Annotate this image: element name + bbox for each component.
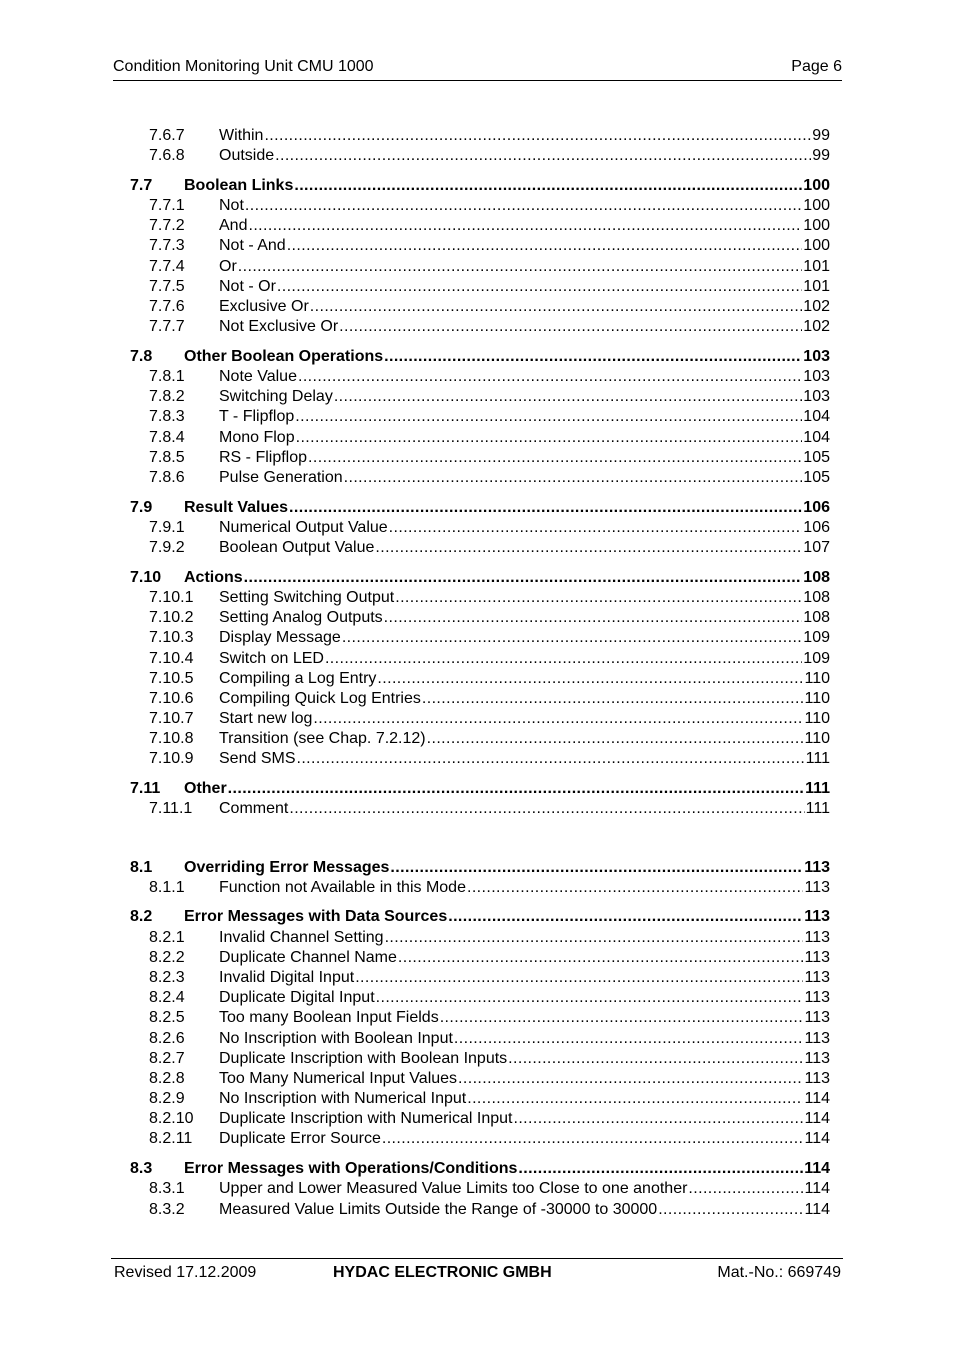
- toc-entry-page: 110: [804, 710, 830, 728]
- toc-entry-title: Not Exclusive Or: [219, 318, 339, 336]
- toc-dot-leader: [277, 277, 802, 297]
- toc-dot-leader: [294, 176, 802, 196]
- toc-entry-title: Other Boolean Operations: [184, 347, 384, 365]
- toc-dot-leader: [355, 968, 803, 988]
- toc-entry-page: 113: [804, 908, 830, 926]
- toc-entry[interactable]: [130, 297, 830, 317]
- toc-dot-leader: [334, 387, 802, 407]
- toc-dot-leader: [295, 407, 802, 427]
- toc-entry-number: 8.1.1: [149, 878, 185, 896]
- toc-entry-number: 8.2.5: [149, 1009, 185, 1027]
- toc-entry-title: Compiling Quick Log Entries: [219, 689, 421, 707]
- toc-entry[interactable]: [130, 799, 830, 819]
- toc-entry-page: 100: [803, 176, 830, 194]
- toc-entry-page: 106: [803, 498, 830, 516]
- toc-entry[interactable]: [130, 628, 830, 648]
- toc-entry-number: 7.10.9: [149, 750, 194, 768]
- toc-entry[interactable]: [130, 518, 830, 538]
- toc-entry[interactable]: [130, 588, 830, 608]
- toc-entry-title: Duplicate Inscription with Numerical Input: [219, 1110, 513, 1128]
- toc-dot-leader: [248, 216, 802, 236]
- toc-entry-page: 106: [803, 518, 830, 536]
- toc-entry-number: 7.9.1: [149, 518, 185, 536]
- toc-dot-leader: [395, 588, 802, 608]
- toc-entry-title: Outside: [219, 147, 275, 165]
- toc-entry-page: 113: [804, 878, 830, 896]
- toc-entry-title: Switching Delay: [219, 388, 333, 406]
- toc-entry[interactable]: [130, 367, 830, 387]
- toc-entry[interactable]: [130, 649, 830, 669]
- toc-entry-page: 114: [804, 1130, 830, 1148]
- toc-entry-page: 114: [804, 1090, 830, 1108]
- toc-dot-leader: [454, 1029, 804, 1049]
- toc-section: [130, 907, 830, 1149]
- toc-heading[interactable]: [130, 498, 830, 518]
- toc-entry-number: 7.8.3: [149, 408, 185, 426]
- toc-entry[interactable]: [130, 216, 830, 236]
- toc-dot-leader: [440, 1008, 804, 1028]
- toc-dot-leader: [296, 428, 803, 448]
- toc-entry-number: 7.10.8: [149, 730, 194, 748]
- toc-heading[interactable]: [130, 779, 830, 799]
- toc-entry-page: 100: [803, 237, 830, 255]
- toc-entry-title: Transition (see Chap. 7.2.12): [219, 730, 426, 748]
- toc-dot-leader: [325, 649, 802, 669]
- toc-entry[interactable]: [130, 878, 830, 898]
- toc-entry-number: 8.3.1: [149, 1180, 185, 1198]
- toc-entry[interactable]: [130, 538, 830, 558]
- toc-entry-page: 104: [803, 428, 830, 446]
- toc-entry[interactable]: [130, 1179, 830, 1199]
- toc-heading[interactable]: [130, 347, 830, 367]
- toc-entry-title: Not: [219, 197, 244, 215]
- toc-entry-number: 7.8.2: [149, 388, 185, 406]
- revision-date: Revised 17.12.2009: [114, 1264, 257, 1281]
- toc-entry-page: 113: [804, 989, 830, 1007]
- toc-entry[interactable]: [130, 968, 830, 988]
- toc-entry-page: 110: [804, 689, 830, 707]
- toc-entry[interactable]: [130, 689, 830, 709]
- toc-entry-title: Invalid Digital Input: [219, 968, 355, 986]
- toc-dot-leader: [458, 1069, 803, 1089]
- toc-entry[interactable]: [130, 608, 830, 628]
- toc-entry-page: 99: [812, 127, 830, 144]
- toc-entry-number: 7.7: [130, 176, 153, 194]
- toc-entry-title: Function not Available in this Mode: [219, 878, 466, 896]
- toc-entry-title: Within: [219, 127, 264, 144]
- toc-entry-number: 8.2.7: [149, 1049, 185, 1067]
- toc-entry[interactable]: [130, 126, 830, 146]
- toc-entry-page: 100: [803, 217, 830, 235]
- toc-entry[interactable]: [130, 1129, 830, 1149]
- toc-section: [130, 779, 830, 819]
- toc-section: [130, 498, 830, 559]
- toc-dot-leader: [389, 518, 803, 538]
- toc-entry-number: 7.8.4: [149, 428, 185, 446]
- toc-entry[interactable]: [130, 729, 830, 749]
- toc-dot-leader: [518, 1159, 803, 1179]
- toc-entry[interactable]: [130, 468, 830, 488]
- toc-entry[interactable]: [130, 257, 830, 277]
- toc-entry-number: 7.7.6: [149, 298, 185, 315]
- toc-entry-page: 113: [804, 1069, 830, 1087]
- toc-entry-title: Upper and Lower Measured Value Limits too Close to one another: [219, 1180, 688, 1198]
- toc-dot-leader: [384, 347, 802, 367]
- toc-dot-leader: [390, 858, 803, 878]
- toc-entry-title: Duplicate Digital Input: [219, 989, 375, 1007]
- toc-entry-title: Duplicate Channel Name: [219, 948, 397, 966]
- toc-section: [130, 347, 830, 488]
- toc-entry-page: 102: [803, 298, 830, 315]
- toc-entry-number: 7.11.1: [149, 800, 193, 818]
- toc-entry-title: Overriding Error Messages: [184, 858, 390, 876]
- toc-entry-title: Display Message: [219, 629, 341, 647]
- toc-entry-title: Too many Boolean Input Fields: [219, 1009, 439, 1027]
- material-number: Mat.-No.: 669749: [717, 1264, 841, 1281]
- toc-entry[interactable]: [130, 1109, 830, 1129]
- toc-entry-number: 7.10.4: [149, 649, 194, 667]
- toc-entry-title: No Inscription with Numerical Input: [219, 1090, 467, 1108]
- toc-dot-leader: [467, 878, 804, 898]
- toc-entry-page: 114: [804, 1110, 830, 1128]
- toc-entry-number: 7.10.6: [149, 689, 194, 707]
- toc-dot-leader: [313, 709, 803, 729]
- toc-entry[interactable]: [130, 387, 830, 407]
- toc-entry-page: 113: [804, 1009, 830, 1027]
- toc-entry-number: 8.2.10: [149, 1110, 194, 1128]
- toc-entry-page: 108: [803, 588, 830, 606]
- toc-dot-leader: [398, 948, 804, 968]
- toc-entry-page: 101: [803, 277, 830, 295]
- toc-section: [130, 858, 830, 898]
- toc-entry-number: 7.8.6: [149, 469, 185, 486]
- toc-entry-title: Switch on LED: [219, 649, 324, 667]
- toc-entry-number: 8.2.9: [149, 1090, 185, 1108]
- toc-entry-page: 109: [803, 649, 830, 667]
- toc-entry-title: T - Flipflop: [219, 408, 295, 426]
- toc-entry-number: 8.2.1: [149, 928, 185, 946]
- toc-dot-leader: [658, 1200, 803, 1220]
- toc-entry-number: 7.6.8: [149, 147, 185, 165]
- toc-section: [130, 176, 830, 338]
- toc-entry-title: Pulse Generation: [219, 469, 343, 486]
- toc-entry-title: And: [219, 217, 248, 235]
- toc-dot-leader: [287, 236, 803, 256]
- toc-entry-number: 8.2.6: [149, 1029, 185, 1047]
- toc-dot-leader: [308, 448, 802, 468]
- toc-entry-page: 108: [803, 568, 830, 586]
- toc-entry-page: 105: [803, 448, 830, 466]
- toc-entry-title: Compiling a Log Entry: [219, 669, 377, 687]
- toc-entry-title: Or: [219, 257, 237, 275]
- toc-entry[interactable]: [130, 448, 830, 468]
- toc-section: [130, 126, 830, 166]
- toc-entry-title: Numerical Output Value: [219, 518, 388, 536]
- toc-entry-number: 7.8: [130, 347, 153, 365]
- toc-entry-page: 113: [804, 858, 830, 876]
- toc-entry-number: 7.10.2: [149, 609, 194, 627]
- toc-heading[interactable]: [130, 858, 830, 878]
- toc-entry-title: Note Value: [219, 368, 297, 386]
- toc-entry[interactable]: [130, 1049, 830, 1069]
- toc-entry-page: 105: [803, 469, 830, 486]
- toc-entry-page: 114: [804, 1160, 830, 1178]
- toc-entry-page: 114: [804, 1180, 830, 1198]
- toc-entry-page: 104: [803, 408, 830, 426]
- toc-entry[interactable]: [130, 407, 830, 427]
- toc-dot-leader: [508, 1049, 803, 1069]
- toc-entry[interactable]: [130, 277, 830, 297]
- toc-entry-title: RS - Flipflop: [219, 448, 308, 466]
- toc-entry-page: 103: [803, 347, 830, 365]
- toc-entry[interactable]: [130, 749, 830, 769]
- toc-entry-number: 8.2.11: [149, 1130, 193, 1148]
- toc-entry-page: 113: [804, 1049, 830, 1067]
- toc-entry-number: 7.7.3: [149, 237, 185, 255]
- toc-entry[interactable]: [130, 709, 830, 729]
- toc-dot-leader: [344, 468, 803, 488]
- toc-dot-leader: [264, 126, 811, 146]
- toc-entry-page: 99: [812, 147, 830, 165]
- toc-entry-title: Send SMS: [219, 750, 296, 768]
- toc-entry-title: Duplicate Inscription with Boolean Inputs: [219, 1049, 508, 1067]
- toc-entry-title: Exclusive Or: [219, 298, 309, 315]
- toc-entry-title: Too Many Numerical Input Values: [219, 1069, 458, 1087]
- toc-dot-leader: [375, 538, 802, 558]
- toc-entry-number: 7.7.5: [149, 277, 185, 295]
- toc-entry-page: 102: [803, 318, 830, 336]
- toc-entry-number: 7.10.5: [149, 669, 194, 687]
- toc-entry-title: Result Values: [184, 498, 289, 516]
- page-header: [113, 58, 842, 81]
- toc-dot-leader: [238, 257, 803, 277]
- toc-entry-number: 7.10.3: [149, 629, 194, 647]
- toc-dot-leader: [289, 799, 804, 819]
- toc-entry-title: Setting Analog Outputs: [219, 609, 383, 627]
- toc-entry[interactable]: [130, 1029, 830, 1049]
- toc-entry[interactable]: [130, 196, 830, 216]
- toc-entry-number: 8.2.3: [149, 968, 185, 986]
- toc-entry[interactable]: [130, 988, 830, 1008]
- toc-entry-page: 103: [803, 368, 830, 386]
- toc-dot-leader: [245, 196, 802, 216]
- toc-entry-title: Comment: [219, 800, 289, 818]
- toc-entry-number: 7.7.7: [149, 318, 185, 336]
- toc-dot-leader: [427, 729, 804, 749]
- toc-dot-leader: [422, 689, 804, 709]
- toc-dot-leader: [688, 1179, 803, 1199]
- toc-dot-leader: [377, 669, 803, 689]
- toc-entry-number: 7.7.4: [149, 257, 185, 275]
- toc-entry-title: Duplicate Error Source: [219, 1130, 381, 1148]
- toc-entry-page: 113: [804, 928, 830, 946]
- toc-entry-page: 107: [803, 539, 830, 557]
- toc-dot-leader: [289, 498, 802, 518]
- toc-entry[interactable]: [130, 1008, 830, 1028]
- toc-entry-title: Error Messages with Operations/Conditions: [184, 1160, 518, 1178]
- toc-entry-page: 114: [804, 1200, 830, 1218]
- toc-entry-number: 8.2.4: [149, 989, 185, 1007]
- toc-entry-number: 7.10.1: [149, 588, 194, 606]
- toc-dot-leader: [244, 568, 803, 588]
- toc-heading[interactable]: [130, 176, 830, 196]
- toc-heading[interactable]: [130, 1159, 830, 1179]
- toc-entry-page: 111: [805, 750, 830, 768]
- toc-entry-number: 7.6.7: [149, 127, 185, 144]
- toc-entry-number: 8.1: [130, 858, 153, 876]
- toc-entry[interactable]: [130, 1089, 830, 1109]
- toc-dot-leader: [376, 988, 804, 1008]
- toc-entry[interactable]: [130, 1200, 830, 1220]
- toc-entry-page: 110: [804, 730, 830, 748]
- toc-dot-leader: [275, 146, 811, 166]
- toc-section: [130, 568, 830, 770]
- toc-entry-page: 110: [804, 669, 830, 687]
- page-number: Page 6: [791, 58, 842, 75]
- toc-entry-title: Error Messages with Data Sources: [184, 908, 448, 926]
- toc-entry-number: 7.8.5: [149, 448, 185, 466]
- toc-entry-number: 7.9: [130, 498, 153, 516]
- toc-entry-title: Mono Flop: [219, 428, 295, 446]
- toc-dot-leader: [342, 628, 802, 648]
- toc-entry-page: 113: [804, 968, 830, 986]
- toc-entry[interactable]: [130, 928, 830, 948]
- toc-entry[interactable]: [130, 236, 830, 256]
- company-name: HYDAC ELECTRONIC GMBH: [333, 1264, 552, 1281]
- toc-heading[interactable]: [130, 568, 830, 588]
- toc-entry-page: 111: [805, 780, 830, 798]
- toc-entry[interactable]: [130, 146, 830, 166]
- toc-entry-title: Not - And: [219, 237, 286, 255]
- toc-entry-page: 101: [803, 257, 830, 275]
- toc-entry[interactable]: [130, 428, 830, 448]
- toc-entry-title: Measured Value Limits Outside the Range of -30000 to 30000: [219, 1200, 658, 1218]
- toc-dot-leader: [310, 297, 803, 317]
- toc-dot-leader: [384, 608, 803, 628]
- toc-entry-number: 7.10.7: [149, 710, 194, 728]
- toc-entry-page: 108: [803, 609, 830, 627]
- toc-dot-leader: [513, 1109, 803, 1129]
- toc-entry-page: 113: [804, 948, 830, 966]
- document-title: Condition Monitoring Unit CMU 1000: [113, 58, 374, 75]
- toc-entry-number: 8.2.8: [149, 1069, 185, 1087]
- toc-entry-title: Not - Or: [219, 277, 276, 295]
- toc-entry[interactable]: [130, 1069, 830, 1089]
- toc-dot-leader: [298, 367, 802, 387]
- toc-entry-title: Boolean Output Value: [219, 539, 375, 557]
- toc-entry-number: 8.2: [130, 908, 153, 926]
- toc-entry[interactable]: [130, 948, 830, 968]
- toc-entry-title: Start new log: [219, 710, 313, 728]
- toc-entry[interactable]: [130, 317, 830, 337]
- toc-entry-page: 100: [803, 197, 830, 215]
- toc-entry-number: 8.3: [130, 1160, 153, 1178]
- toc-entry-title: Actions: [184, 568, 243, 586]
- toc-entry-page: 113: [804, 1029, 830, 1047]
- toc-heading[interactable]: [130, 907, 830, 927]
- toc-entry-number: 7.11: [130, 780, 161, 798]
- toc-entry-title: Setting Switching Output: [219, 588, 395, 606]
- toc-entry-number: 7.8.1: [149, 368, 185, 386]
- toc-entry-page: 111: [805, 800, 830, 818]
- toc-entry-title: Invalid Channel Setting: [219, 928, 384, 946]
- toc-section: [130, 1159, 830, 1220]
- toc-entry-number: 8.2.2: [149, 948, 185, 966]
- table-of-contents: [130, 126, 830, 1229]
- toc-entry-number: 7.7.2: [149, 217, 185, 235]
- toc-dot-leader: [448, 907, 803, 927]
- toc-dot-leader: [339, 317, 802, 337]
- toc-entry-page: 103: [803, 388, 830, 406]
- toc-dot-leader: [228, 779, 804, 799]
- toc-dot-leader: [467, 1089, 803, 1109]
- page-footer: [111, 1258, 843, 1289]
- toc-entry-number: 7.9.2: [149, 539, 185, 557]
- toc-entry-number: 8.3.2: [149, 1200, 185, 1218]
- toc-entry-title: No Inscription with Boolean Input: [219, 1029, 453, 1047]
- toc-entry-number: 7.7.1: [149, 197, 185, 215]
- toc-entry-title: Boolean Links: [184, 176, 294, 194]
- toc-entry[interactable]: [130, 669, 830, 689]
- toc-dot-leader: [385, 928, 804, 948]
- toc-entry-page: 109: [803, 629, 830, 647]
- toc-entry-number: 7.10: [130, 568, 162, 586]
- toc-dot-leader: [382, 1129, 804, 1149]
- toc-dot-leader: [296, 749, 804, 769]
- toc-entry-title: Other: [184, 780, 227, 798]
